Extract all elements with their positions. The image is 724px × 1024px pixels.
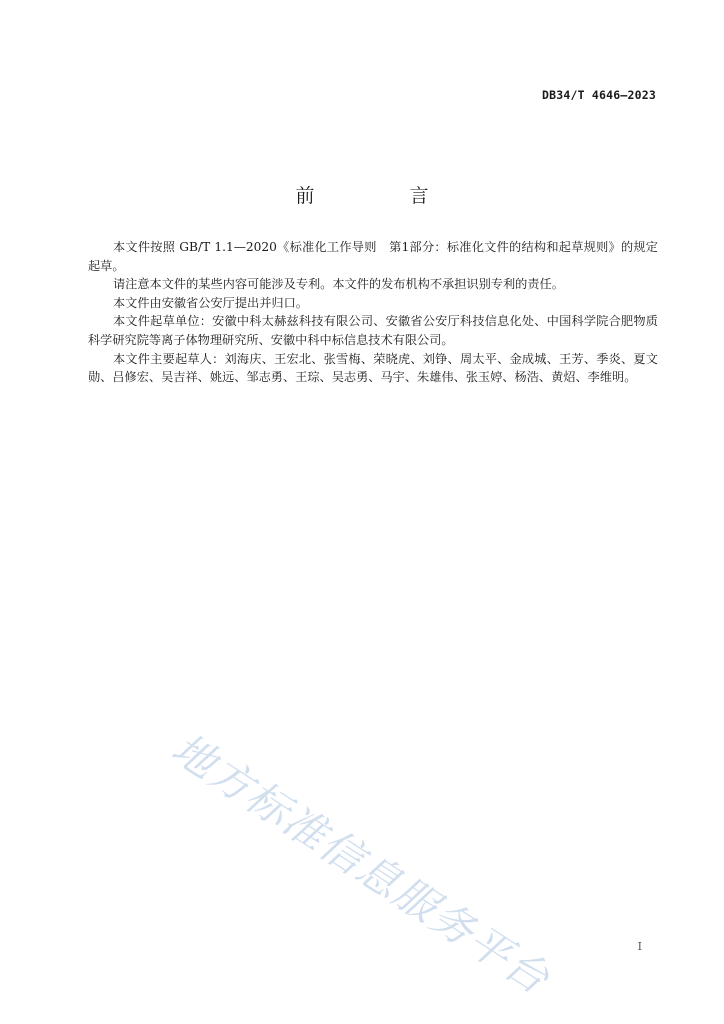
foreword-body (88, 238, 658, 387)
page-number: I (637, 940, 642, 953)
paragraph-patent-notice: 请注意本文件的某些内容可能涉及专利。本文件的发布机构不承担识别专利的责任。 (113, 277, 564, 292)
watermark-text: 地方标准信息服务平台 (163, 723, 560, 1005)
paragraph-drafting-rules: 本文件按照 GB/T 1.1—2020《标准化工作导则 第1部分：标准化文件的结构和起草规则》的规定起草。 (88, 240, 658, 273)
page-title: 前 言 (295, 185, 467, 207)
paragraph-drafters: 本文件主要起草人：刘海庆、王宏北、张雪梅、荣晓虎、刘铮、周太平、金成城、王芳、季炎、夏文勋、吕修宏、吴吉祥、姚远、邹志勇、王琮、吴志勇、马宇、朱雄伟、张玉婷、杨浩、黄炤、李维明。 (88, 351, 658, 385)
paragraph-drafting-units: 本文件起草单位：安徽中科太赫兹科技有限公司、安徽省公安厅科技信息化处、中国科学院合肥物质科学研究院等离子体物理研究所、安徽中科中标信息技术有限公司。 (88, 314, 658, 347)
document-code: DB34/T 4646—2023 (542, 88, 656, 102)
paragraph-proposer: 本文件由安徽省公安厅提出并归口。 (113, 295, 308, 310)
